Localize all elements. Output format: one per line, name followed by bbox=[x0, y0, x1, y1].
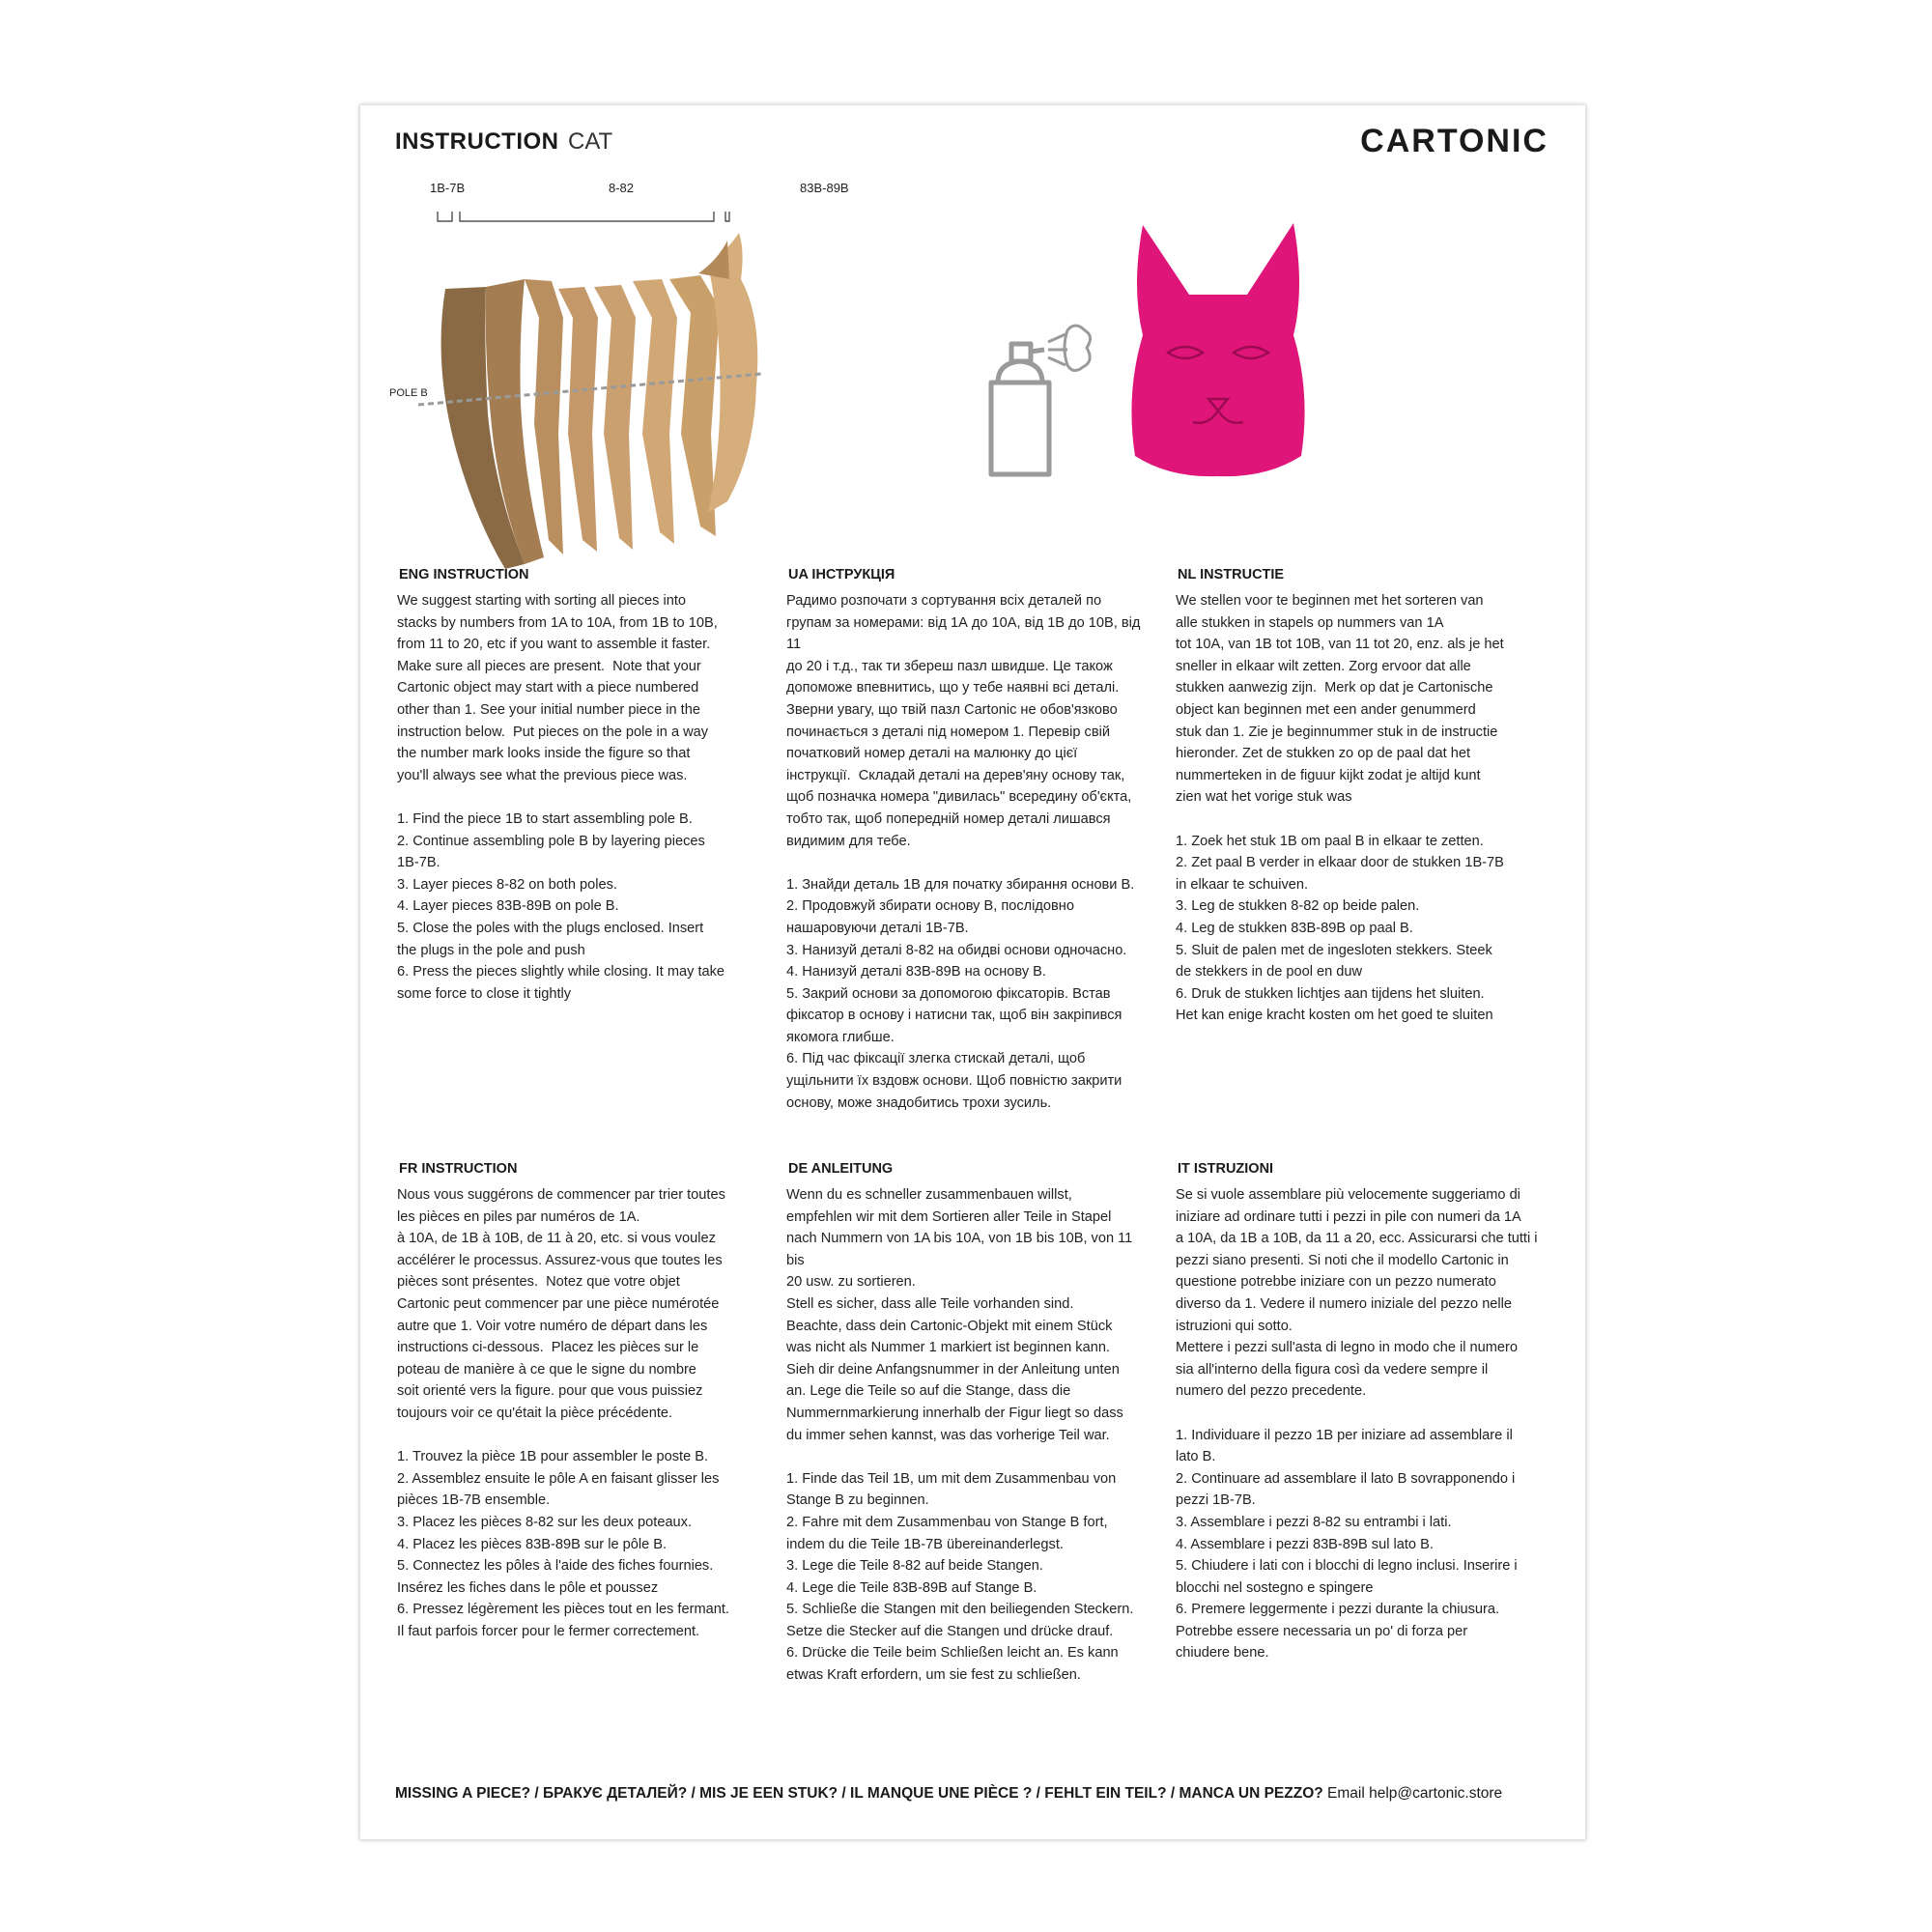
section-body-eng: We suggest starting with sorting all pieces into stacks by numbers from 1A to 10A, from 1B to 10B, from 11 to 20, etc if you want to assemble it faster. Make sure all pieces are present. Note that your Cartonic object may start with a piece numbered other than 1. See your initial number piece in the instruction below. Put pieces on the pole in a way the number mark looks inside the figure so that you'll always see what the previous piece was. 1. Find the piece 1B to start assembling pole B. 2. Continue assembling pole B by layering pieces 1B-7B. 3. Layer pieces 8-82 on both poles. 4. Layer pieces 83B-89B on pole B. 5. Close the poles with the plugs enclosed. Insert the plugs in the pole and push 6. Press the pieces slightly while closing. It may take some force to close it tightly bbox=[397, 593, 725, 1002]
section-body-ua: Радимо розпочати з сортування всіх деталей по групам за номерами: від 1А до 10А, від 1B до 10B, від 11 до 20 і т.д., так ти збереш пазл швидше. Це також допоможе впевнитись, що у тебе наявні всі деталі. Зверни увагу, що твій пазл Cartonic не обов'язково починається з деталі під номером 1. Перевір свій початковий номер деталі на малюнку до цієї інструкції. Складай деталі на дерев'яну основу так, щоб позначка номера "дивилась" всередину об'єкта, тобто так, щоб попередній номер деталі лишався видимим для тебе. 1. Знайди деталь 1B для початку збирання основи B. 2. Продовжуй збирати основу B, послідовно нашаровуючи деталі 1B-7B. 3. Нанизуй деталі 8-82 на обидві основи одночасно. 4. Нанизуй деталі 83B-89B на основу B. 5. Закрий основи за допомогою фіксаторів. Встав фіксатор в основу і натисни так, щоб він закріпився якомога глибше. 6. Під час фіксації злегка стискай деталі, щоб ущільнити їх вздовж основи. Щоб повністю закрити основу, може знадобитись трохи зусиль. bbox=[786, 593, 1141, 1111]
section-body-de: Wenn du es schneller zusammenbauen willst, empfehlen wir mit dem Sortieren aller Teile in Stapel nach Nummern von 1A bis 10A, von 1B bis 10B, von 11 bis 20 usw. zu sortieren. Stell es sicher, dass alle Teile vorhanden sind. Beachte, dass dein Cartonic-Objekt mit einem Stück was nicht als Nummer 1 markiert ist beginnen kann. Sieh dir deine Anfangsnummer in der Anleitung unten an. Lege die Teile so auf die Stange, dass die Nummernmarkierung innerhalb der Figur liegt so dass du immer sehen kannst, was das vorherige Teil war. 1. Finde das Teil 1B, um mit dem Zusammenbau von Stange B zu beginnen. 2. Fahre mit dem Zusammenbau von Stange B fort, indem du die Teile 1B-7B übereinanderlegst. 3. Lege die Teile 8-82 auf beide Stangen. 4. Lege die Teile 83B-89B auf Stange B. 5. Schließe die Stangen mit den beiliegenden Steckern. Setze die Stecker auf die Stangen und drücke drauf. 6. Drücke die Teile beim Schließen leicht an. Es kann etwas Kraft erfordern, um sie fest zu schließen. bbox=[786, 1187, 1134, 1684]
section-heading-nl: NL INSTRUCTIE bbox=[1178, 567, 1285, 582]
section-body-fr: Nous vous suggérons de commencer par trier toutes les pièces en piles par numéros de 1A. à 10A, de 1B à 10B, de 11 à 20, etc. si vous voulez accélérer le processus. Assurez-vous que toutes les pièces sont présentes. Notez que votre objet Cartonic peut commencer par une pièce numérotée autre que 1. Voir votre numéro de départ dans les instructions ci-dessous. Placez les pièces sur le poteau de manière à ce que le signe du nombre soit orienté vers la figure. pour que vous puissiez toujours voir ce qu'était la pièce précédente. 1. Trouvez la pièce 1B pour assembler le poste B. 2. Assemblez ensuite le pôle A en faisant glisser les pièces 1B-7B ensemble. 3. Placez les pièces 8-82 sur les deux poteaux. 4. Placez les pièces 83B-89B sur le pôle B. 5. Connectez les pôles à l'aide des fiches fournies. Insérez les fiches dans le pôle et poussez 6. Pressez légèrement les pièces tout en les fermant. Il faut parfois forcer pour le fermer correctement. bbox=[397, 1187, 729, 1639]
section-heading-fr: FR INSTRUCTION bbox=[399, 1161, 518, 1177]
label-pole-b: POLE B bbox=[389, 387, 428, 399]
page-title: INSTRUCTION bbox=[395, 128, 559, 155]
label-8-82: 8-82 bbox=[609, 181, 635, 195]
section-heading-it: IT ISTRUZIONI bbox=[1178, 1161, 1274, 1177]
section-heading-eng: ENG INSTRUCTION bbox=[399, 567, 529, 582]
section-heading-de: DE ANLEITUNG bbox=[788, 1161, 894, 1177]
assembly-diagram bbox=[380, 173, 785, 598]
cardboard-cat-layers bbox=[441, 233, 758, 569]
footer bbox=[395, 1785, 1502, 1803]
dimension-brackets bbox=[438, 212, 729, 221]
section-heading-ua: UA ІНСТРУКЦІЯ bbox=[788, 567, 895, 582]
section-body-nl: We stellen voor te beginnen met het sorteren van alle stukken in stapels op nummers van 1A tot 10A, van 1B tot 10B, van 11 tot 20, enz. als je het sneller in elkaar wilt zetten. Zorg ervoor dat alle stukken aanwezig zijn. Merk op dat je Cartonische object kan beginnen met een ander genummerd stuk dan 1. Zie je beginnummer stuk in de instructie hieronder. Zet de stukken zo op de paal dat het nummerteken in de figuur kijkt zodat je altijd kunt zien wat het vorige stuk was 1. Zoek het stuk 1B om paal B in elkaar te zetten. 2. Zet paal B verder in elkaar door de stukken 1B-7B in elkaar te schuiven. 3. Leg de stukken 8-82 op beide palen. 4. Leg de stukken 83B-89B op paal B. 5. Sluit de palen met de ingesloten stekkers. Steek de stekkers in de pool en duw 6. Druk de stukken lichtjes aan tijdens het sluiten. Het kan enige kracht kosten om het goed te sluiten bbox=[1176, 593, 1504, 1024]
footer-missing-piece: MISSING A PIECE? / БРАКУЄ ДЕТАЛЕЙ? / MIS JE EEN STUK? / IL MANQUE UNE PIÈCE ? / FEHLT EIN TEIL? / MANCA UN PEZZO? bbox=[395, 1785, 1323, 1802]
label-83b-89b: 83B-89B bbox=[800, 181, 849, 195]
label-1b-7b: 1B-7B bbox=[430, 181, 466, 195]
section-body-it: Se si vuole assemblare più velocemente suggeriamo di iniziare ad ordinare tutti i pezzi in pile con numeri da 1A a 10A, da 1B a 10B, da 11 a 20, ecc. Assicurarsi che tutti i pezzi siano presenti. Si noti che il modello Cartonic in questione potrebbe iniziare con un pezzo numerato diverso da 1. Vedere il numero iniziale del pezzo nelle istruzioni qui sotto. Mettere i pezzi sull'asta di legno in modo che il numero sia all'interno della figura così da vedere sempre il numero del pezzo precedente. 1. Individuare il pezzo 1B per iniziare ad assemblare il lato B. 2. Continuare ad assemblare il lato B sovrapponendo i pezzi 1B-7B. 3. Assemblare i pezzi 8-82 su entrambi i lati. 4. Assemblare i pezzi 83B-89B sul lato B. 5. Chiudere i lati con i blocchi di legno inclusi. Inserire i blocchi nel sostegno e spingere 6. Premere leggermente i pezzi durante la chiusura. Potrebbe essere necessaria un po' di forza per chiudere bene. bbox=[1176, 1187, 1538, 1662]
painted-cat-head bbox=[1122, 219, 1315, 480]
page-subtitle: CAT bbox=[568, 128, 613, 155]
instruction-sheet bbox=[359, 104, 1586, 1840]
footer-contact: Email help@cartonic.store bbox=[1322, 1785, 1503, 1802]
cartonic-logo: CARTONIC bbox=[1360, 123, 1548, 159]
spray-can-icon bbox=[986, 323, 1093, 482]
